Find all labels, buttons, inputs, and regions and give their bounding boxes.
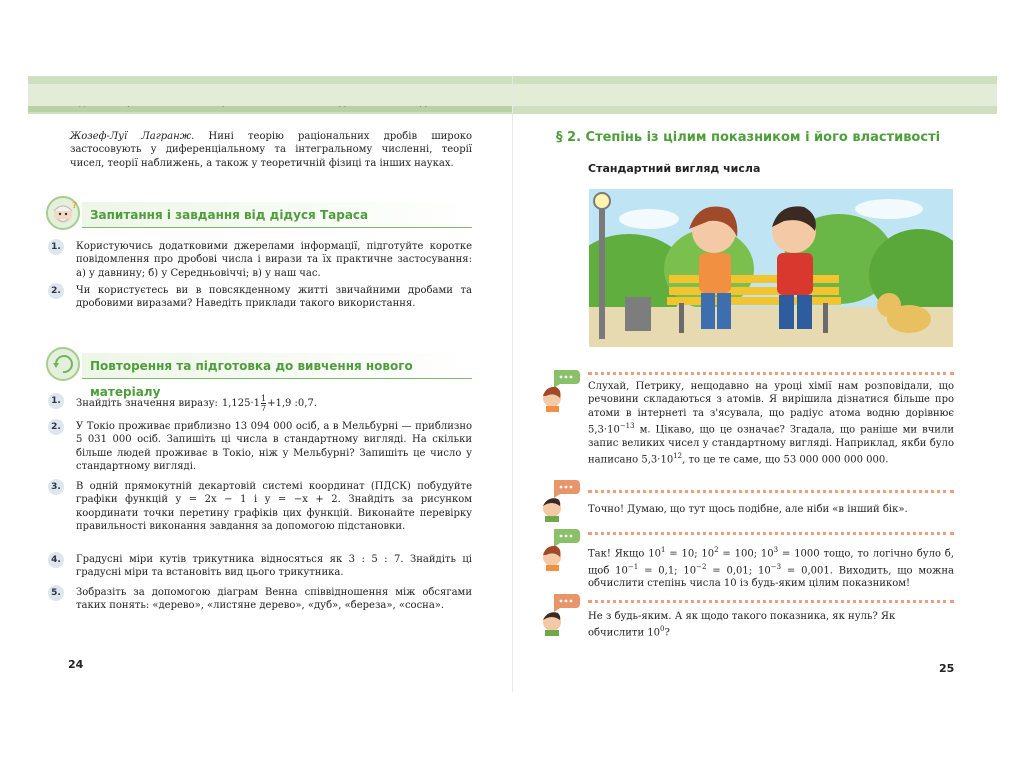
dialog-text: Так! Якщо 10 (588, 548, 661, 560)
dialog-text: = 1000 тощо, то логічно було б, щоб 10 (588, 548, 954, 577)
item-number: 2. (48, 283, 64, 299)
boy-avatar-icon (540, 592, 580, 636)
fraction-denominator: 7 (261, 404, 267, 413)
refresh-icon (46, 347, 80, 381)
section-review-title: Повторення та підготовка до вивчення нового матеріалу (90, 359, 413, 399)
dialog-line-1 (588, 380, 954, 467)
girl-avatar-icon (540, 527, 580, 571)
exponent: 3 (773, 546, 779, 554)
intro-name: Жозеф-Луї Лагранж (70, 131, 192, 142)
section-questions-header (52, 202, 472, 228)
dialog-separator (588, 372, 954, 377)
dialog-line-2 (588, 503, 954, 516)
item-text: В одній прямокутній декартовій системі координат (ПДСК) побудуйте графіки функцій y = 2x − 1 і y = −x + 2. Знайдіть за рисунком координати точки перетину графіків цих функцій. Виконайте перевірку правильності виконання завдання за допомогою підстановки. (76, 481, 472, 533)
fraction-numerator: 1 (261, 394, 267, 403)
expression-part-a: 1,125·1 (221, 397, 260, 409)
intro-text: . Нині теорію раціональних дробів широко застосовують у диференціальному та інтегральному численні, теорії чисел, теорії наближень, а також у теоретичній фізиці та інших науках. (70, 131, 472, 169)
item-number: 2. (48, 419, 64, 435)
section-questions-title: Запитання і завдання від дідуся Тараса (90, 208, 369, 222)
item-text (76, 394, 472, 413)
section-title: § 2. Степінь із цілим показником і його властивості (556, 130, 941, 145)
item-text: Градусні міри кутів трикутника відносяться як 3 : 5 : 7. Знайдіть ці градусні міри та встановіть вид цього трикутника. (76, 554, 472, 579)
item-number: 1. (48, 239, 64, 255)
dialog-text: м. Цікаво, що це означає? Згадала, що раніше ми вчили запис великих чисел у стандартному вигляді. Наприклад, якби було написано 5,3·10 (588, 424, 954, 466)
dialog-text: = 100; 10 (718, 548, 774, 560)
dialog-line-4 (588, 610, 954, 640)
dialog-text: = 0,001. Виходить, що можна обчислити степінь числа 10 із будь-яким цілим показником! (588, 565, 954, 590)
dialog-text: Точно! Думаю, що тут щось подібне, але ніби «в інший бік». (588, 504, 908, 515)
exponent: −1 (627, 562, 639, 571)
dialog-text: = 10; 10 (665, 548, 715, 560)
dialog-text: Не з будь-яким. А як щодо такого показника, як нуль? Як обчислити 10 (588, 611, 896, 639)
exponent: 2 (714, 546, 719, 554)
exponent: 1 (660, 546, 666, 554)
dialog-text: = 0,1; 10 (638, 565, 697, 577)
dialog-text: Слухай, Петрику, нещодавно на уроці хімії нам розповідали, що речовини складаються з атомів. Я вирішила дізнатися більше про атоми в інтернеті та з'ясувала, що радіус атома водню дорівнює 5,3·10 (588, 381, 954, 436)
item-text: Чи користуєтесь ви в повсякденному житті звичайними дробами та дробовими виразами? Наведіть приклади такого використання. (76, 285, 472, 310)
dialog-text: ? (664, 627, 670, 639)
item-1-label: Знайдіть значення виразу: (76, 397, 218, 409)
dialog-separator (588, 600, 954, 605)
intro-paragraph (70, 130, 472, 170)
item-text: У Токіо проживає приблизно 13 094 000 осіб, а в Мельбурні — приблизно 5 031 000 осіб. Запишіть ці числа в стандартному вигляді. На скільки більше людей проживає в Токіо, ніж у Мельбурні? Запишіть це число у стандартному вигляді. (76, 421, 472, 473)
page-fold (512, 76, 513, 692)
grandpa-icon (46, 196, 80, 230)
park-bench-illustration (589, 189, 953, 347)
exponent: −13 (619, 422, 635, 431)
svg-text:?: ? (72, 201, 78, 211)
page-number-right: 25 (939, 662, 955, 675)
dialog-separator (588, 532, 954, 537)
exponent: 12 (673, 452, 683, 461)
dialog-separator (588, 490, 954, 495)
page-number-left: 24 (68, 658, 84, 671)
expression-part-b: +1,9 :0,7. (267, 397, 318, 409)
boy-avatar-icon (540, 478, 580, 522)
item-number: 1. (48, 393, 64, 409)
dialog-line-3 (588, 544, 954, 591)
item-number: 4. (48, 552, 64, 568)
exponent: −2 (696, 562, 707, 571)
item-text: Користуючись додатковими джерелами інформації, підготуйте коротке повідомлення про дробові числа і вирази та їх практичне застосування: а) у давнину; б) у Середньовіччі; в) у наш час. (76, 241, 472, 279)
item-text: Зобразіть за допомогою діаграм Венна співвідношення між обсягами таких понять: «дерево», «листяне дерево», «дуб», «береза», «сосна». (76, 587, 472, 612)
fraction (261, 394, 266, 413)
girl-avatar-icon (540, 368, 580, 412)
dialog-text: , то це те саме, що 53 000 000 000 000. (682, 454, 889, 466)
item-number: 3. (48, 479, 64, 495)
exponent: 0 (660, 625, 665, 634)
dialog-text: = 0,01; 10 (706, 565, 771, 577)
exponent: −3 (770, 562, 782, 571)
item-number: 5. (48, 585, 64, 601)
section-review-header (52, 353, 472, 399)
subsection-title: Стандартний вигляд числа (588, 162, 761, 175)
